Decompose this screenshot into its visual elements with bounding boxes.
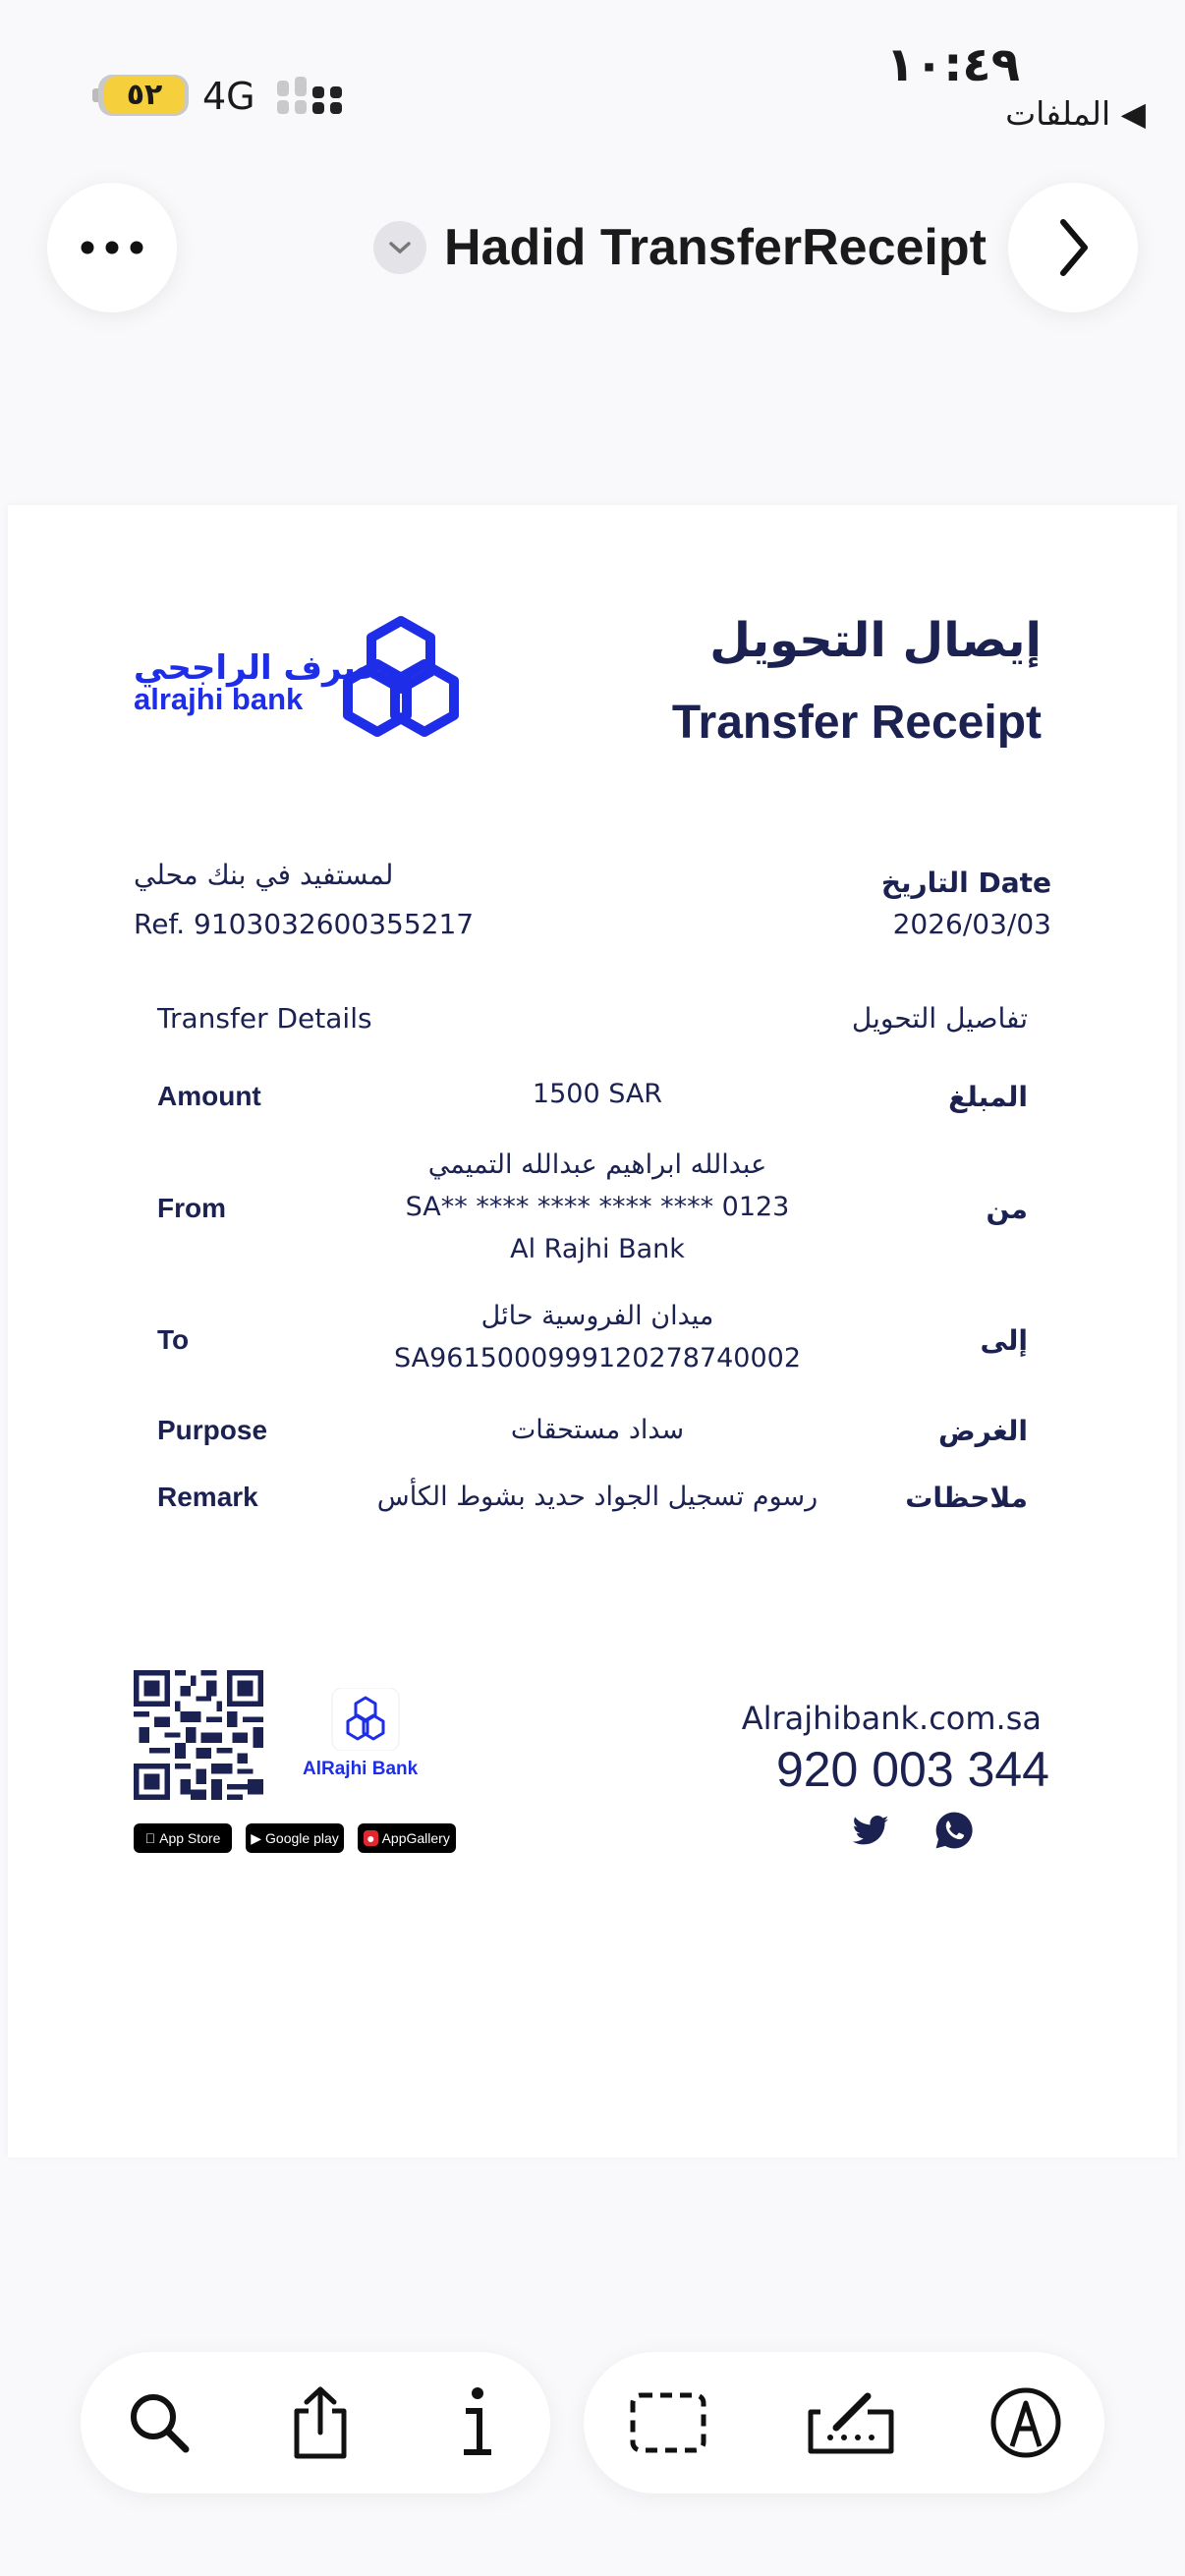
alrajhi-logo-icon bbox=[338, 615, 464, 741]
bank-phone: 920 003 344 bbox=[775, 1742, 1049, 1797]
bank-logo-arabic: مصرف الراجحي bbox=[134, 648, 397, 688]
select-icon bbox=[629, 2391, 707, 2454]
app-store-label: App Store bbox=[153, 1830, 216, 1846]
twitter-icon bbox=[851, 1812, 890, 1851]
status-time: ١٠:٤٩ bbox=[885, 37, 1020, 92]
section-title-ar: تفاصيل التحويل bbox=[851, 1002, 1028, 1035]
signature-button[interactable] bbox=[804, 2376, 898, 2470]
to-label-ar: إلى bbox=[980, 1324, 1028, 1357]
from-account: SA** **** **** **** **** 0123 bbox=[405, 1192, 790, 1222]
alrajhi-app-icon bbox=[322, 1688, 409, 1751]
apple-icon bbox=[145, 1830, 156, 1846]
signature-icon bbox=[807, 2388, 895, 2457]
from-label-en: From bbox=[157, 1193, 226, 1223]
from-label-ar: من bbox=[986, 1193, 1028, 1225]
whatsapp-icon bbox=[933, 1810, 975, 1851]
qr-code bbox=[134, 1670, 263, 1800]
to-account: SA9615000999120278740002 bbox=[393, 1343, 802, 1373]
app-logo-label: AlRajhi Bank bbox=[303, 1759, 419, 1779]
chevron-right-icon bbox=[1053, 218, 1093, 277]
from-name: عبدالله ابراهيم عبدالله التميمي bbox=[427, 1149, 767, 1180]
markup-button[interactable] bbox=[979, 2376, 1073, 2470]
search-icon bbox=[125, 2388, 194, 2457]
amount-label-ar: المبلغ bbox=[948, 1081, 1028, 1113]
purpose-label-ar: الغرض bbox=[938, 1415, 1028, 1447]
from-details bbox=[254, 1144, 941, 1270]
remark-label-ar: ملاحظات bbox=[905, 1482, 1028, 1514]
info-icon bbox=[458, 2385, 497, 2460]
app-gallery-badge bbox=[358, 1823, 456, 1853]
more-button[interactable] bbox=[47, 183, 177, 312]
amount-label-en: Amount bbox=[157, 1081, 261, 1111]
document-title: Hadid TransferReceipt bbox=[444, 219, 987, 276]
info-button[interactable] bbox=[430, 2376, 525, 2470]
bank-logo-english: alrajhi bank bbox=[134, 682, 304, 716]
markup-icon bbox=[988, 2385, 1063, 2460]
network-type: 4G bbox=[202, 75, 255, 118]
bank-website: Alrajhibank.com.sa bbox=[741, 1700, 1042, 1737]
share-icon bbox=[289, 2385, 352, 2460]
date-value: 2026/03/03 bbox=[892, 908, 1051, 940]
select-button[interactable] bbox=[621, 2376, 715, 2470]
purpose-value: سداد مستحقات bbox=[510, 1415, 685, 1445]
from-bank: Al Rajhi Bank bbox=[510, 1234, 685, 1264]
remark-label-en: Remark bbox=[157, 1482, 258, 1512]
section-title-en: Transfer Details bbox=[157, 1002, 372, 1035]
app-store-badge bbox=[134, 1823, 232, 1853]
receipt-title-en: Transfer Receipt bbox=[671, 697, 1042, 749]
to-name: ميدان الفروسية حائل bbox=[480, 1301, 714, 1331]
receipt-document bbox=[8, 505, 1177, 2157]
to-label-en: To bbox=[157, 1324, 190, 1355]
purpose-label-en: Purpose bbox=[157, 1415, 268, 1445]
date-label: Date التاريخ bbox=[880, 867, 1051, 899]
document-title-menu[interactable] bbox=[373, 216, 987, 279]
google-play-label: Google play bbox=[265, 1830, 339, 1846]
app-gallery-label: AppGallery bbox=[381, 1830, 450, 1846]
beneficiary-type: لمستفيد في بنك محلي bbox=[134, 859, 394, 891]
battery-level: ٥٢ bbox=[104, 77, 185, 114]
more-icon bbox=[80, 240, 144, 255]
share-button[interactable] bbox=[273, 2376, 367, 2470]
to-details bbox=[254, 1295, 941, 1379]
remark-value: رسوم تسجيل الجواد حديد بشوط الكأس bbox=[376, 1482, 818, 1512]
signal-icon bbox=[277, 77, 342, 118]
play-icon: ▶ bbox=[251, 1829, 262, 1846]
chevron-down-icon bbox=[373, 221, 426, 274]
huawei-icon: ● bbox=[364, 1830, 377, 1846]
receipt-title-ar: إيصال التحويل bbox=[709, 613, 1042, 668]
reference-number: Ref. 9103032600355217 bbox=[134, 908, 475, 940]
google-play-badge bbox=[246, 1823, 344, 1853]
next-button[interactable] bbox=[1008, 183, 1138, 312]
amount-value: 1500 SAR bbox=[532, 1079, 663, 1109]
back-to-app-link[interactable]: ◀ الملفات bbox=[1005, 94, 1146, 133]
search-button[interactable] bbox=[112, 2376, 206, 2470]
